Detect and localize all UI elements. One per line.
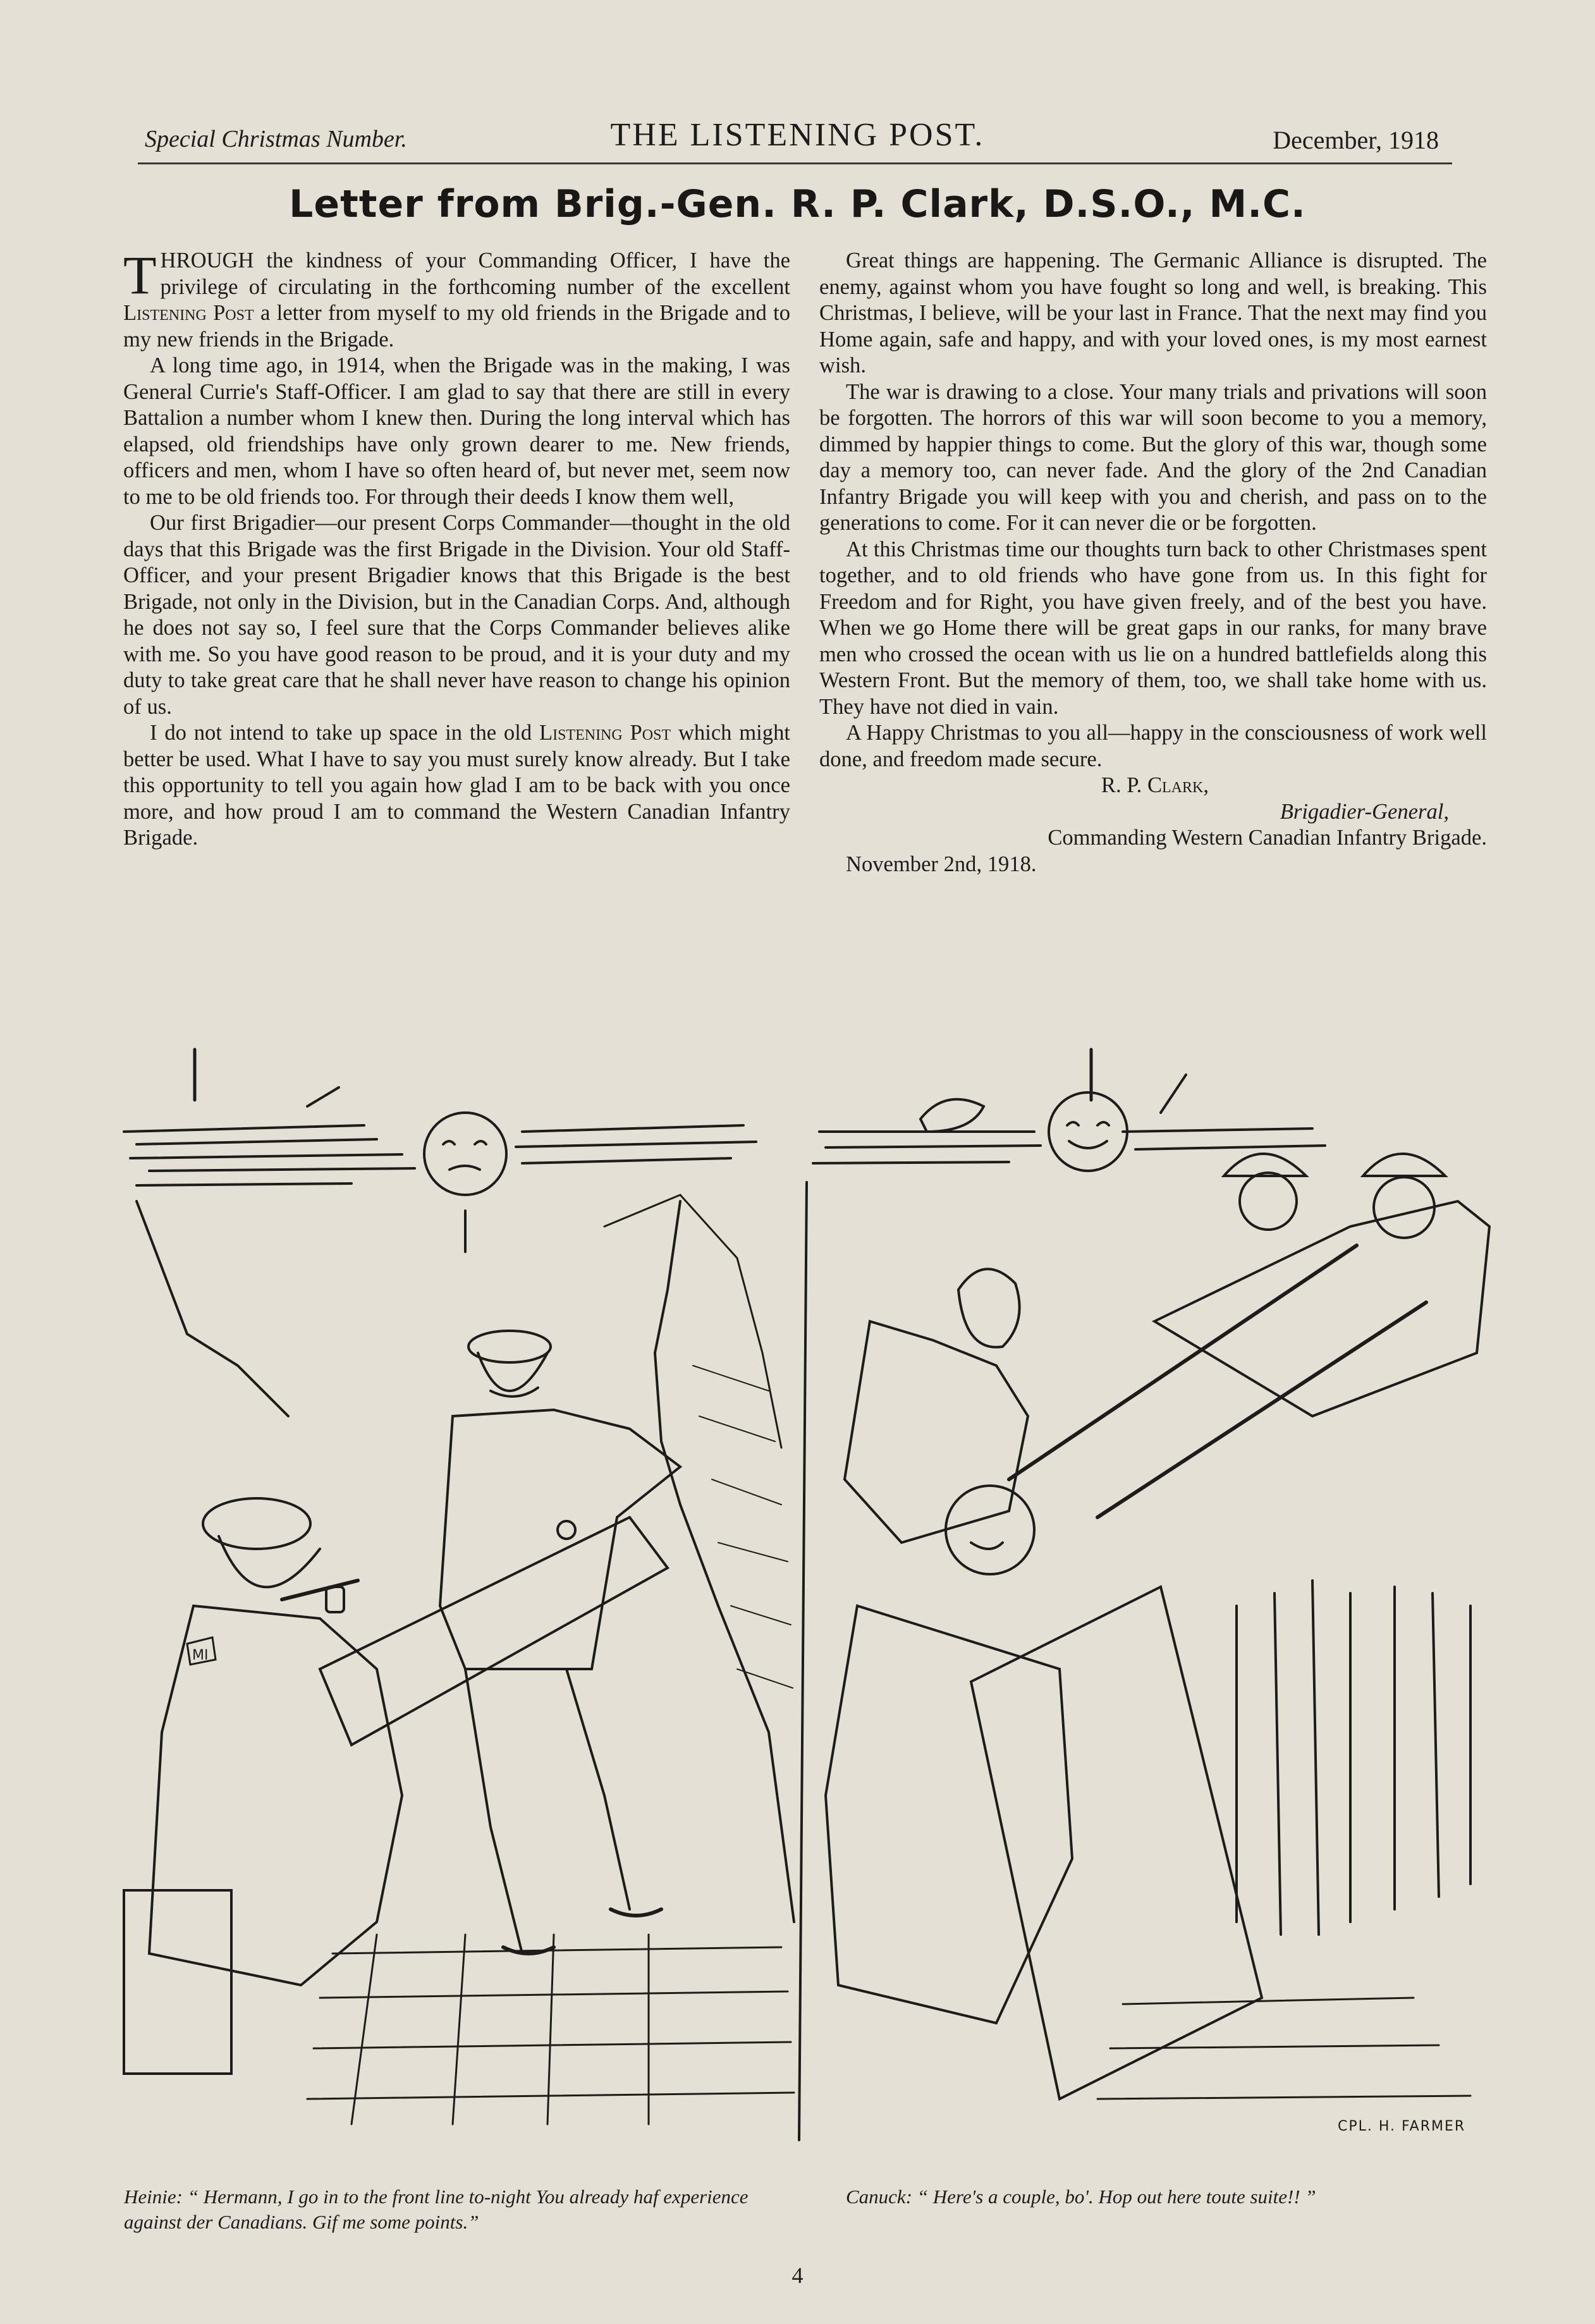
signature-name: R. P. Clark,: [1101, 773, 1209, 797]
issue-label: Special Christmas Number.: [145, 126, 407, 152]
fence-posts: [1237, 1581, 1470, 1935]
caption-left: Heinie: “ Hermann, I go in to the front line to-night You already haf experience against der Canadians. Gif me some points.”: [124, 2186, 749, 2233]
paragraph-1-end: a letter from myself to my old friends in the Brigade and to my new friends in the Brigade.: [123, 301, 790, 352]
publication-name: Listening Post: [539, 721, 671, 745]
uniform-badge: MI: [192, 1648, 209, 1663]
sky-streaks: [124, 1125, 756, 1185]
ammo-box: [124, 1890, 231, 2074]
duckboard-floor: [307, 1935, 794, 2124]
paragraph-6: The war is drawing to a close. Your many trials and privations will soon be forgotten. The horrors of this war will soon become to you a memory, dimmed by happier things to come. But the glory of this war, though some day a memory too, can never fade. And the glory of the 2nd Canadian Infantry Brigade you will keep with you and cherish, and pass on to the generations to come. For it can never die or be forgotten.: [819, 379, 1487, 535]
publication-title: THE LISTENING POST.: [610, 117, 985, 153]
drop-cap: T: [123, 245, 157, 305]
signature-unit: Commanding Western Canadian Infantry Brigade.: [1048, 826, 1487, 850]
paragraph-1-text: HROUGH the kindness of your Commanding Officer, I have the privilege of circulating in the forthcoming number of the excellent: [160, 248, 790, 299]
header-rule: [138, 162, 1452, 164]
moon-face: [1067, 1122, 1109, 1148]
paragraph-4-text: I do not intend to take up space in the old: [150, 721, 532, 745]
artillery-shell: [971, 1587, 1262, 2099]
moon-icon: [424, 1113, 506, 1195]
trench-wall: [137, 1201, 794, 1922]
paragraph-3: Our first Brigadier—our present Corps Commander—thought in the old days that this Brigade was the first Brigade in the Division. Your old Staff-Officer, and your present Brigadier knows that this Brigade is the best Brigade, not only in the Division, but in the Canadian Corps. And, although he does not say so, I feel sure that the Corps Commander believes alike with me. So you have good reason to be proud, and it is your duty and my duty to take great care that he shall never have reason to change his opinion of us.: [123, 511, 790, 719]
signature-title: Brigadier-General,: [1280, 799, 1449, 824]
issue-date: December, 1918: [1273, 126, 1439, 154]
letter-date: November 2nd, 1918.: [846, 852, 1037, 876]
caption-right: Canuck: “ Here's a couple, bo'. Hop out here toute suite!! ”: [846, 2186, 1316, 2208]
surprised-german-figure: [826, 1269, 1072, 2023]
paragraph-8: A Happy Christmas to you all—happy in the consciousness of work well done, and freedom made secure.: [819, 721, 1487, 771]
moon-ray: [1161, 1075, 1186, 1113]
moon-face: [443, 1141, 486, 1170]
artillery-shell: [320, 1517, 668, 1745]
article-column-right: [819, 248, 1487, 878]
trench-wall: [604, 1195, 781, 1448]
panel-divider: [799, 1182, 807, 2140]
paragraph-7: At this Christmas time our thoughts turn back to other Christmases spent together, and to old friends who have gone from us. In this fight for Freedom and for Right, you have given freely, and of the best you have. When we go Home there will be great gaps in our ranks, for many brave men who crossed the ocean with us lie on a hundred battlefields along this Western Front. But the memory of them, too, we shall take home with us. They have not died in vain.: [819, 537, 1487, 719]
artist-signature: CPL. H. FARMER: [1338, 2119, 1466, 2134]
running-head: [142, 114, 1453, 164]
article-headline: Letter from Brig.-Gen. R. P. Clark, D.S.O., M.C.: [289, 182, 1306, 226]
paragraph-2: A long time ago, in 1914, when the Brigade was in the making, I was General Currie's Staff-Officer. I am glad to say that there are still in every Battalion a number whom I knew then. During the long interval which has elapsed, old friendships have only grown dearer to me. New friends, officers and men, whom I have so often heard of, but never met, seem now to me to be old friends too. For through their deeds I know them well,: [123, 353, 790, 509]
publication-name: Listening Post: [123, 301, 254, 325]
paragraph-5: Great things are happening. The Germanic Alliance is disrupted. The enemy, against whom you have fought so long and well, is breaking. This Christmas, I believe, will be your last in France. That the next may find you Home again, safe and happy, and with your loved ones, is my most earnest wish.: [819, 248, 1487, 377]
right-panel: [813, 1049, 1489, 2134]
trench-hatching: [693, 1366, 793, 1688]
moon-icon: [1049, 1092, 1127, 1171]
paragraph-4: [123, 720, 790, 852]
seated-soldier-figure: [149, 1498, 402, 1985]
canadian-soldier-figure: [1009, 1154, 1489, 1517]
standing-officer-figure: [440, 1331, 680, 1954]
page-number: 4: [791, 2263, 804, 2288]
moon-ray: [307, 1087, 339, 1106]
article-column-left: [123, 245, 790, 852]
rubble-floor: [1097, 1998, 1470, 2099]
cartoon-illustration: [111, 1037, 1491, 2153]
flying-cap: [920, 1099, 984, 1132]
left-panel: [124, 1049, 794, 2124]
paragraph-4-end: which might better be used. What I have to say you must surely know already. But I take this opportunity to tell you again how glad I am to be back with you once more, and how proud I am to command the Western Canadian Infantry Brigade.: [123, 721, 790, 850]
paragraph-1: [123, 245, 790, 353]
